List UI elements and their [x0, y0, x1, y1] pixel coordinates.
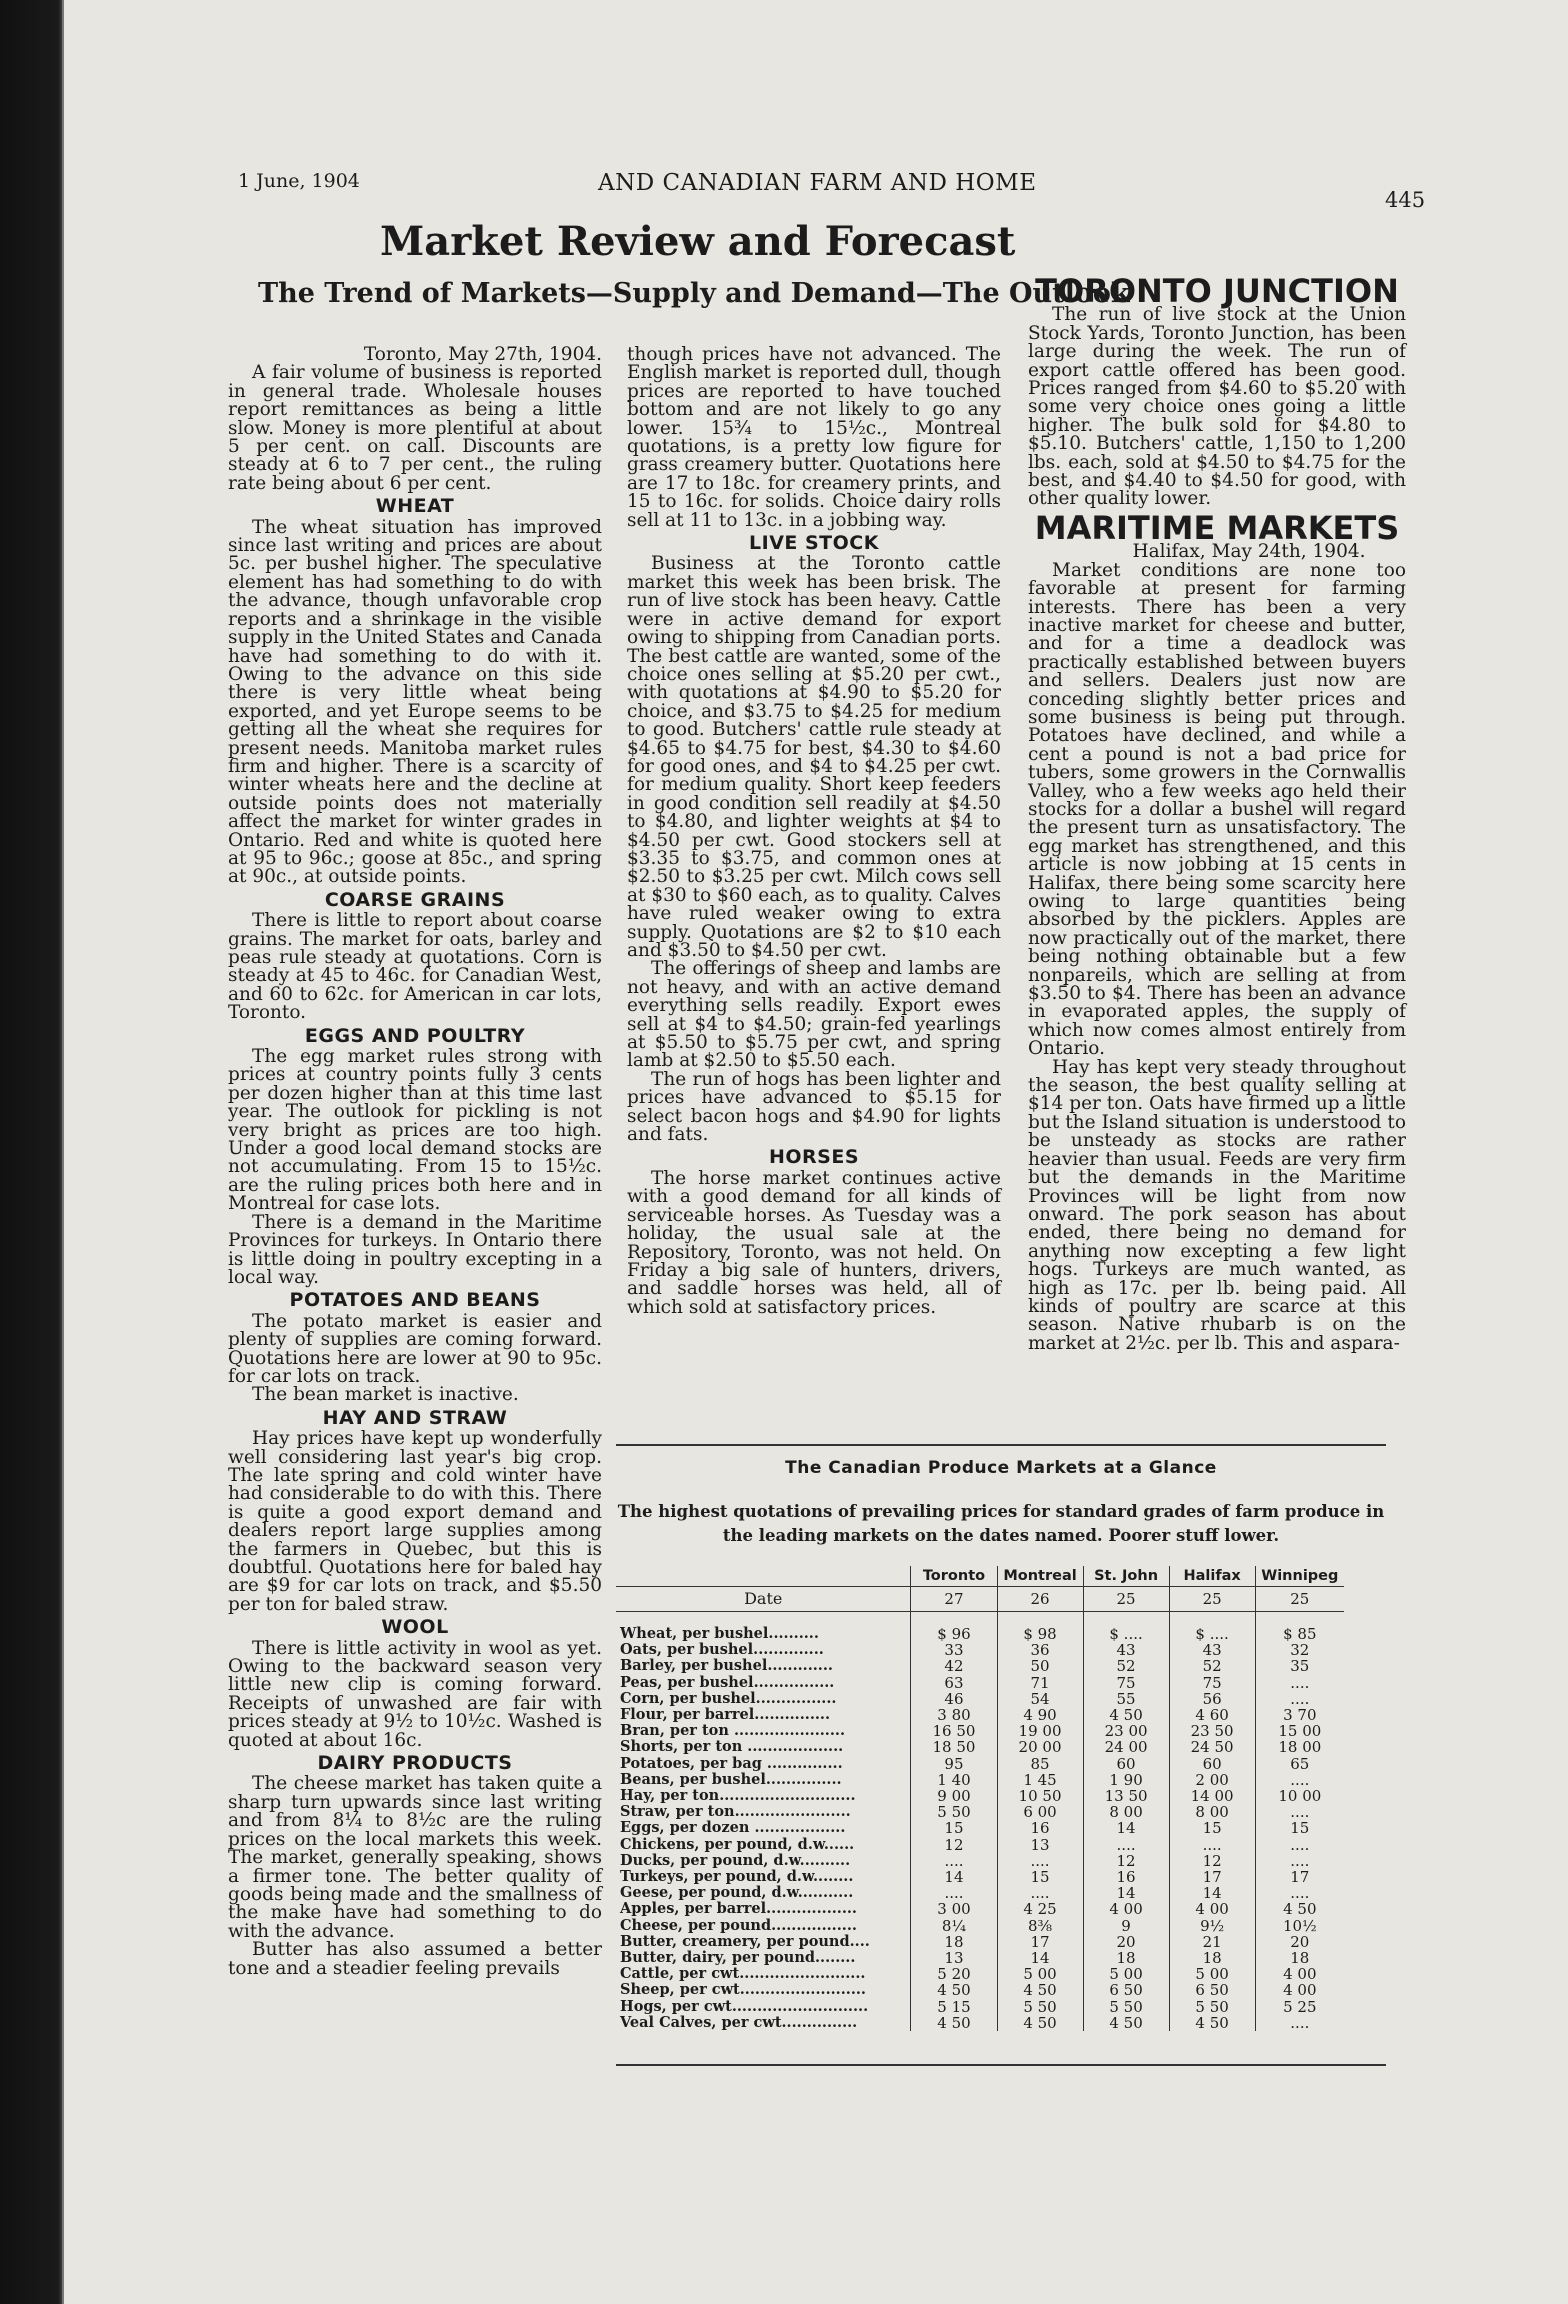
horses-paragraph: The horse market continues active with a good demand for all kinds of serviceable horses. As Tuesday was a holiday, the usual sale at the Repository, Toronto, was not held. On Friday a big sale of hunters, drivers, and saddle horses was held, all of which sold at satisfactory prices. — [627, 1167, 1001, 1318]
price-cell: 9 00 — [911, 1788, 997, 1804]
price-cell: .... — [1083, 1837, 1169, 1853]
price-cell: 85 — [997, 1756, 1083, 1772]
price-cell: 17 — [997, 1934, 1083, 1950]
price-cell: 15 00 — [1255, 1723, 1344, 1739]
price-cell: 46 — [911, 1691, 997, 1707]
price-cell: $ 85 — [1255, 1626, 1344, 1642]
price-cell: 60 — [1083, 1756, 1169, 1772]
price-cell: 33 — [911, 1642, 997, 1658]
page-number: 445 — [1385, 188, 1426, 212]
price-cell: 43 — [1169, 1642, 1255, 1658]
price-cell: 9 — [1083, 1918, 1169, 1934]
price-cell: $ .... — [1083, 1626, 1169, 1642]
table-row — [616, 1853, 1344, 1869]
price-cell: 5 20 — [911, 1966, 997, 1982]
spacer-cell — [1169, 1612, 1255, 1627]
dairy-paragraph-2: Butter has also assumed a better tone and a steadier feeling prevails — [228, 1939, 602, 1979]
binding-edge — [0, 0, 62, 2304]
price-cell: 4 50 — [911, 1982, 997, 1998]
table-row — [616, 1691, 1344, 1707]
wool-paragraph: There is little activity in wool as yet. Owing to the backward season very little new clip is coming forward. Receipts of unwashed are fair with prices steady at 9½ to 10½c. Washed is quoted at about 16c. — [228, 1637, 602, 1751]
price-cell: 18 — [1169, 1950, 1255, 1966]
price-cell: 4 60 — [1169, 1707, 1255, 1723]
price-cell: 4 50 — [1169, 2015, 1255, 2031]
binding-edge-line — [62, 0, 64, 2304]
price-cell: 15 — [911, 1820, 997, 1836]
maritime-paragraph: Market conditions are none too favorable at present for farming interests. There has been a very inactive market for cheese and butter, and for a time a deadlock was practically established between buyers and sellers. Dealers just now are conceding slightly better prices and some business is being put through. Potatoes have declined, and while a cent a pound is not a bad price for tubers, some growers in the Cornwallis Valley, who a few weeks ago held their stocks for a dollar a bushel will regard the present turn as unsatisfactory. The egg market has strengthened, and this article is now jobbing at 15 cents in Halifax, there being some scarcity here owing to large quantities being absorbed by the picklers. Apples are now practically out of the market, there being nothing obtainable but a few nonpareils, which are selling at from $3.50 to $4. There has been an advance in evaporated apples, the supply of which now comes almost entirely from Ontario. — [1028, 559, 1406, 1060]
table-row — [616, 1772, 1344, 1788]
price-cell: 95 — [911, 1756, 997, 1772]
price-cell: .... — [1255, 2015, 1344, 2031]
market-header: Montreal — [997, 1566, 1083, 1587]
price-cell: 16 — [1083, 1869, 1169, 1885]
price-cell: 18 50 — [911, 1739, 997, 1755]
price-cell: 23 50 — [1169, 1723, 1255, 1739]
price-cell: 4 00 — [1255, 1966, 1344, 1982]
table-row — [616, 1966, 1344, 1982]
produce-label: Apples, per barrel.................. — [620, 1900, 857, 1918]
price-cell: 52 — [1083, 1658, 1169, 1674]
article-title: Market Review and Forecast — [380, 218, 1016, 265]
table-row — [616, 1982, 1344, 1998]
section-heading-wheat: WHEAT — [375, 495, 455, 518]
table-row — [616, 1723, 1344, 1739]
produce-label: Geese, per pound, d.w........... — [620, 1884, 854, 1902]
table-corner — [616, 1566, 911, 1587]
column-2 — [627, 346, 1001, 1317]
date-cell: 25 — [1255, 1587, 1344, 1612]
price-cell: 5 00 — [1169, 1966, 1255, 1982]
coarse-grains-paragraph: There is little to report about coarse grains. The market for oats, barley and peas rule steady at quotations. Corn is steady at 45 to 46c. for Canadian West, and 60 to 62c. for American in car lots, Toronto. — [228, 910, 602, 1024]
price-cell: 71 — [997, 1675, 1083, 1691]
price-cell: 42 — [911, 1658, 997, 1674]
price-cell: 8 00 — [1083, 1804, 1169, 1820]
price-cell: 10½ — [1255, 1918, 1344, 1934]
market-header: Toronto — [911, 1566, 997, 1587]
price-cell: 4 00 — [1169, 1901, 1255, 1917]
dairy-paragraph: The cheese market has taken quite a sharp turn upwards since last writing and from 8¼ to 8½c are the ruling prices on the local markets this week. The market, generally speaking, shows a firmer tone. The better quality of goods being made and the smallness of the make have had something to do with the advance. — [228, 1773, 602, 1942]
price-cell: 12 — [1083, 1853, 1169, 1869]
price-cell: .... — [911, 1853, 997, 1869]
live-stock-paragraph-3: The run of hogs has been lighter and prices have advanced to $5.15 for select bacon hogs and $4.90 for lights and fats. — [627, 1068, 1001, 1146]
produce-label: Peas, per bushel................ — [620, 1673, 835, 1691]
table-date-row — [616, 1587, 1344, 1612]
price-cell: 20 — [1255, 1934, 1344, 1950]
spacer-cell — [997, 1612, 1083, 1627]
hay-paragraph: Hay prices have kept up wonderfully well considering last year's big crop. The late spring and cold winter have had considerable to do with this. There is quite a good export demand and dealers report large supplies among the farmers in Quebec, but this is doubtful. Quotations here for baled hay are $9 for car lots on track, and $5.50 per ton for baled straw. — [228, 1428, 602, 1615]
price-cell: 4 90 — [997, 1707, 1083, 1723]
price-cell: 75 — [1169, 1675, 1255, 1691]
price-cell: 4 50 — [1255, 1901, 1344, 1917]
column-1 — [228, 346, 602, 1978]
section-heading-hay-straw: HAY AND STRAW — [322, 1406, 508, 1429]
price-cell: .... — [1255, 1885, 1344, 1901]
price-cell: 12 — [911, 1837, 997, 1853]
produce-label: Potatoes, per bag ............... — [620, 1754, 843, 1772]
table-market-header-row — [616, 1566, 1344, 1587]
price-cell: 54 — [997, 1691, 1083, 1707]
price-cell: 18 — [1255, 1950, 1344, 1966]
price-cell: $ .... — [1169, 1626, 1255, 1642]
price-cell: 50 — [997, 1658, 1083, 1674]
price-cell: 18 — [1083, 1950, 1169, 1966]
live-stock-paragraph: Business at the Toronto cattle market this week has been brisk. The run of live stock has been heavy. Cattle were in active demand for export owing to shipping from Canadian ports. The best cattle are wanted, some of the choice ones selling at $5.20 per cwt., with quotations at $4.90 to $5.20 for choice, and $3.75 to $4.25 for medium to good. Butchers' cattle rule steady at $4.65 to $4.75 for best, $4.30 to $4.60 for good ones, and $4 to $4.25 per cwt. for medium quality. Short keep feeders in good condition sell readily at $4.50 to $4.80, and lighter weights at $4 to $4.50 per cwt. Good stockers sell at $3.35 to $3.75, and common ones at $2.50 to $3.25 per cwt. Milch cows sell at $30 to $60 each, as to quality. Calves have ruled weaker owing to extra supply. Quotations are $2 to $10 each and $3.50 to $4.50 per cwt. — [627, 553, 1001, 961]
produce-label: Turkeys, per pound, d.w........ — [620, 1868, 854, 1886]
price-cell: 17 — [1169, 1869, 1255, 1885]
table-row — [616, 2015, 1344, 2031]
intro-paragraph: A fair volume of business is reported in general trade. Wholesale houses report remittances as being a little slow. Money is more plentiful at about 5 per cent. on call. Discounts are steady at 6 to 7 per cent., the ruling rate being about 6 per cent. — [228, 362, 602, 494]
toronto-junction-heading: TORONTO JUNCTION — [1035, 272, 1399, 310]
price-cell: 5 00 — [997, 1966, 1083, 1982]
price-cell: 8¼ — [911, 1918, 997, 1934]
produce-markets-table — [616, 1566, 1344, 2031]
date-label: Date — [616, 1587, 911, 1612]
dateline: Toronto, May 27th, 1904. — [363, 344, 602, 365]
table-row — [616, 1756, 1344, 1772]
price-cell: 20 00 — [997, 1739, 1083, 1755]
produce-label: Wheat, per bushel.......... — [620, 1625, 819, 1642]
price-cell: 6 50 — [1083, 1982, 1169, 1998]
price-cell: 13 — [997, 1837, 1083, 1853]
price-cell: 56 — [1169, 1691, 1255, 1707]
price-cell: .... — [1255, 1853, 1344, 1869]
date-cell: 26 — [997, 1587, 1083, 1612]
price-cell: 60 — [1169, 1756, 1255, 1772]
price-cell: 5 00 — [1083, 1966, 1169, 1982]
section-heading-eggs-poultry: EGGS AND POULTRY — [304, 1024, 526, 1047]
price-cell: 4 50 — [1083, 2015, 1169, 2031]
date-cell: 25 — [1169, 1587, 1255, 1612]
column-3 — [1028, 272, 1406, 1354]
table-row — [616, 1675, 1344, 1691]
wheat-paragraph: The wheat situation has improved since last writing and prices are about 5c. per bushel higher. The speculative element has had something to do with the advance, though unfavorable crop reports and a shrinkage in the visible supply in the United States and Canada have had something to do with it. Owing to the advance on this side there is very little wheat being exported, and yet Europe seems to be getting all the wheat she requires for present needs. Manitoba market rules firm and higher. There is a scarcity of winter wheats here and the decline at outside points does not materially affect the market for winter grades in Ontario. Red and white is quoted here at 95 to 96c.; goose at 85c., and spring at 90c., at outside points. — [228, 516, 602, 888]
price-cell: 10 00 — [1255, 1788, 1344, 1804]
price-cell: 18 — [911, 1934, 997, 1950]
price-cell: 13 50 — [1083, 1788, 1169, 1804]
price-cell: 5 15 — [911, 1999, 997, 2015]
price-cell: 36 — [997, 1642, 1083, 1658]
price-cell: 16 — [997, 1820, 1083, 1836]
price-cell: 17 — [1255, 1869, 1344, 1885]
produce-label: Butter, dairy, per pound........ — [620, 1949, 856, 1967]
spacer-cell — [616, 1612, 911, 1627]
price-cell: 23 00 — [1083, 1723, 1169, 1739]
price-cell: 55 — [1083, 1691, 1169, 1707]
price-cell: .... — [1255, 1772, 1344, 1788]
price-cell: 32 — [1255, 1642, 1344, 1658]
price-cell: 14 — [997, 1950, 1083, 1966]
price-cell: 4 00 — [1255, 1982, 1344, 1998]
produce-label: Butter, creamery, per pound.... — [620, 1932, 870, 1950]
price-cell: 10 50 — [997, 1788, 1083, 1804]
price-cell: 13 — [911, 1950, 997, 1966]
price-cell: .... — [997, 1885, 1083, 1901]
price-cell: .... — [1255, 1837, 1344, 1853]
price-cell: 35 — [1255, 1658, 1344, 1674]
price-cell: 75 — [1083, 1675, 1169, 1691]
price-cell: 15 — [1255, 1820, 1344, 1836]
price-cell: 52 — [1169, 1658, 1255, 1674]
article-subtitle: The Trend of Markets—Supply and Demand—The Outlook — [258, 278, 1130, 309]
produce-label: Flour, per barrel............... — [620, 1706, 831, 1724]
price-cell: 6 00 — [997, 1804, 1083, 1820]
table-bottom-rule — [616, 2064, 1386, 2066]
live-stock-paragraph-2: The offerings of sheep and lambs are not heavy, and with an active demand everything sells readily. Export ewes sell at $4 to $4.50; grain-fed yearlings at $5.50 to $5.75 per cwt, and spring lamb at $2.50 to $5.50 each. — [627, 958, 1001, 1072]
table-row — [616, 1658, 1344, 1674]
issue-date: 1 June, 1904 — [238, 170, 360, 192]
price-cell: 8⅜ — [997, 1918, 1083, 1934]
price-cell: 65 — [1255, 1756, 1344, 1772]
potatoes-paragraph: The potato market is easier and plenty of supplies are coming forward. Quotations here are lower at 90 to 95c. for car lots on track. — [228, 1310, 602, 1387]
price-cell: 5 50 — [1083, 1999, 1169, 2015]
produce-label: Sheep, per cwt......................... — [620, 1981, 866, 1999]
table-row — [616, 1869, 1344, 1885]
price-cell: 15 — [997, 1869, 1083, 1885]
price-cell: 1 40 — [911, 1772, 997, 1788]
table-row — [616, 1918, 1344, 1934]
price-cell: 20 — [1083, 1934, 1169, 1950]
price-cell: 4 25 — [997, 1901, 1083, 1917]
table-row — [616, 1739, 1344, 1755]
market-header: Halifax — [1169, 1566, 1255, 1587]
table-row — [616, 1788, 1344, 1804]
price-cell: 4 50 — [997, 2015, 1083, 2031]
section-heading-horses: HORSES — [768, 1146, 860, 1169]
price-cell: $ 96 — [911, 1626, 997, 1642]
eggs-paragraph: The egg market rules strong with prices at country points fully 3 cents per dozen higher than at this time last year. The outlook for pickling is not very bright as prices are too high. Under a good local demand stocks are not accumulating. From 15 to 15½c. are the ruling prices both here and in Montreal for case lots. — [228, 1046, 602, 1215]
section-heading-live-stock: LIVE STOCK — [749, 532, 879, 555]
price-cell: 12 — [1169, 1853, 1255, 1869]
price-cell: 5 50 — [1169, 1999, 1255, 2015]
eggs-paragraph-2: There is a demand in the Maritime Provinces for turkeys. In Ontario there is little doing in poultry excepting in a local way. — [228, 1211, 602, 1288]
price-cell: 16 50 — [911, 1723, 997, 1739]
produce-label: Ducks, per pound, d.w.......... — [620, 1851, 851, 1869]
toronto-junction-paragraph: The run of live stock at the Union Stock Yards, Toronto Junction, has been large during the week. The run of export cattle offered has been good. Prices ranged from $4.60 to $5.20 with some very choice ones going a little higher. The bulk sold for $4.80 to $5.10. Butchers' cattle, 1,150 to 1,200 lbs. each, sold at $4.50 to $4.75 for the best, and $4.40 to $4.50 for good, with other quality lower. — [1028, 304, 1406, 510]
table-row — [616, 1804, 1344, 1820]
produce-label: Corn, per bushel................ — [620, 1689, 837, 1707]
price-cell: 1 90 — [1083, 1772, 1169, 1788]
produce-label: Bran, per ton ...................... — [620, 1722, 845, 1740]
price-cell: 18 00 — [1255, 1739, 1344, 1755]
price-cell: 1 45 — [997, 1772, 1083, 1788]
section-heading-dairy: DAIRY PRODUCTS — [317, 1752, 513, 1775]
section-heading-wool: WOOL — [381, 1616, 449, 1639]
market-header: St. John — [1083, 1566, 1169, 1587]
table-row — [616, 1999, 1344, 2015]
table-row — [616, 1820, 1344, 1836]
price-cell: 6 50 — [1169, 1982, 1255, 1998]
spacer-cell — [1255, 1612, 1344, 1627]
maritime-markets-heading: MARITIME MARKETS — [1034, 508, 1400, 547]
price-cell: 15 — [1169, 1820, 1255, 1836]
produce-label: Shorts, per ton ................... — [620, 1738, 844, 1756]
table-row — [616, 1626, 1344, 1642]
price-cell: 14 — [1083, 1820, 1169, 1836]
price-cell: 4 00 — [1083, 1901, 1169, 1917]
produce-label: Veal Calves, per cwt............... — [620, 2013, 858, 2031]
price-cell: 8 00 — [1169, 1804, 1255, 1820]
price-cell: 5 25 — [1255, 1999, 1344, 2015]
price-cell: 21 — [1169, 1934, 1255, 1950]
beans-paragraph: The bean market is inactive. — [252, 1384, 519, 1406]
spacer-cell — [911, 1612, 997, 1627]
price-cell: 4 50 — [997, 1982, 1083, 1998]
date-cell: 25 — [1083, 1587, 1169, 1612]
price-cell: .... — [997, 1853, 1083, 1869]
produce-label: Straw, per ton....................... — [620, 1803, 851, 1821]
price-cell: .... — [1255, 1675, 1344, 1691]
spacer-cell — [1083, 1612, 1169, 1627]
price-cell: 4 50 — [1083, 1707, 1169, 1723]
table-body — [616, 1626, 1344, 2031]
price-cell: 43 — [1083, 1642, 1169, 1658]
price-cell: 5 50 — [997, 1999, 1083, 2015]
price-cell: 63 — [911, 1675, 997, 1691]
table-row — [616, 1885, 1344, 1901]
produce-label: Hay, per ton........................... — [620, 1787, 856, 1805]
price-cell: 19 00 — [997, 1723, 1083, 1739]
produce-label: Cheese, per pound................. — [620, 1916, 857, 1934]
price-cell: 14 — [1169, 1885, 1255, 1901]
date-cell: 27 — [911, 1587, 997, 1612]
maritime-paragraph-2: Hay has kept very steady throughout the season, the best quality selling at $14 per ton. Oats have firmed up a little but the Island situation is understood to be unsteady as stocks are rather heavier than usual. Feeds are very firm but the demands in the Maritime Provinces will be light from now onward. The pork season has about ended, there being no demand for anything now excepting a few light hogs. Turkeys are much wanted, as high as 17c. per lb. being paid. All kinds of poultry are scarce at this season. Native rhubarb is on the market at 2½c. per lb. This and aspara- — [1028, 1056, 1406, 1354]
produce-label: Cattle, per cwt......................... — [620, 1965, 866, 1983]
produce-label: Hogs, per cwt........................... — [620, 1997, 869, 2015]
produce-label: Chickens, per pound, d.w...... — [620, 1835, 855, 1853]
dairy-continued-paragraph: though prices have not advanced. The English market is reported dull, though prices are reported to have touched bottom and are not likely to go any lower. 15¾ to 15½c., Montreal quotations, is a pretty low figure for grass creamery butter. Quotations here are 17 to 18c. for creamery prints, and 15 to 16c. for solids. Choice dairy rolls sell at 11 to 13c. in a jobbing way. — [627, 344, 1001, 531]
price-cell: .... — [1255, 1804, 1344, 1820]
market-header: Winnipeg — [1255, 1566, 1344, 1587]
table-row — [616, 1707, 1344, 1723]
price-cell: 5 50 — [911, 1804, 997, 1820]
price-cell: 24 50 — [1169, 1739, 1255, 1755]
table-row — [616, 1934, 1344, 1950]
table-row — [616, 1642, 1344, 1658]
price-cell: .... — [1169, 1837, 1255, 1853]
price-cell: 14 00 — [1169, 1788, 1255, 1804]
price-cell: .... — [1255, 1691, 1344, 1707]
running-title: AND CANADIAN FARM AND HOME — [598, 170, 1037, 196]
maritime-dateline: Halifax, May 24th, 1904. — [1132, 541, 1366, 563]
price-cell: 3 00 — [911, 1901, 997, 1917]
price-cell: 4 50 — [911, 2015, 997, 2031]
table-row — [616, 1837, 1344, 1853]
price-cell: .... — [911, 1885, 997, 1901]
price-cell: 14 — [1083, 1885, 1169, 1901]
table-row — [616, 1901, 1344, 1917]
produce-label: Beans, per bushel............... — [620, 1770, 842, 1788]
price-cell: 24 00 — [1083, 1739, 1169, 1755]
price-cell: 2 00 — [1169, 1772, 1255, 1788]
table-top-rule — [616, 1444, 1386, 1446]
table-row — [616, 1950, 1344, 1966]
produce-label: Barley, per bushel............. — [620, 1657, 833, 1675]
produce-label: Oats, per bushel.............. — [620, 1641, 824, 1659]
produce-label: Eggs, per dozen .................. — [620, 1819, 846, 1837]
price-cell: $ 98 — [997, 1626, 1083, 1642]
section-heading-potatoes-beans: POTATOES AND BEANS — [289, 1289, 541, 1312]
price-cell: 3 80 — [911, 1707, 997, 1723]
table-spacer-row — [616, 1612, 1344, 1627]
price-cell: 14 — [911, 1869, 997, 1885]
section-heading-coarse-grains: COARSE GRAINS — [324, 888, 506, 911]
price-cell: 9½ — [1169, 1918, 1255, 1934]
price-cell: 3 70 — [1255, 1707, 1344, 1723]
table-title: The Canadian Produce Markets at a Glance — [785, 1458, 1217, 1478]
table-description: The highest quotations of prevailing prices for standard grades of farm produce in the leading markets on the dates named. Poorer stuff lower. — [617, 1502, 1385, 1545]
